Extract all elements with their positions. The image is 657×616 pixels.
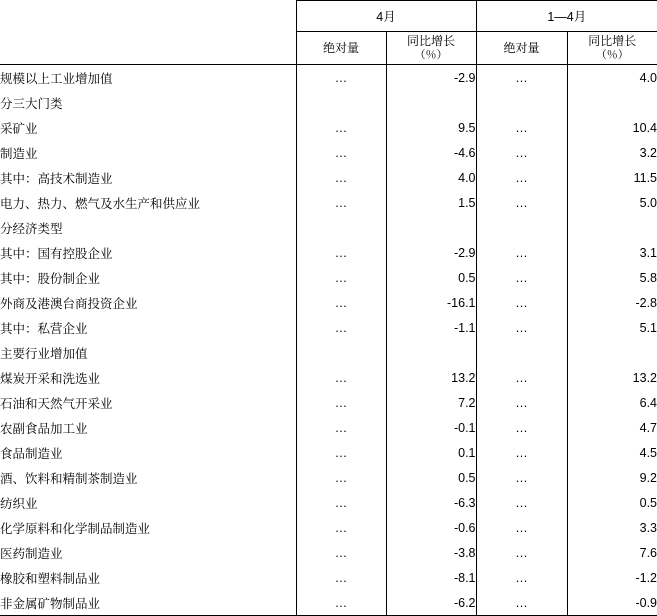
row-label: 橡胶和塑料制品业 bbox=[0, 565, 296, 590]
header-corner-cell bbox=[0, 1, 296, 65]
cell-month-absolute: … bbox=[296, 115, 386, 140]
table-row bbox=[0, 340, 657, 365]
cell-month-yoy: -4.6 bbox=[386, 140, 476, 165]
cell-month-yoy bbox=[386, 215, 476, 240]
table-row bbox=[0, 515, 657, 540]
cell-cumulative-absolute: … bbox=[476, 290, 567, 315]
table-row bbox=[0, 315, 657, 340]
header-sub-cumulative-yoy bbox=[567, 32, 657, 65]
cell-month-absolute: … bbox=[296, 190, 386, 215]
cell-month-yoy: 0.1 bbox=[386, 440, 476, 465]
table-row bbox=[0, 90, 657, 115]
table-row bbox=[0, 465, 657, 490]
cell-cumulative-yoy: 5.8 bbox=[567, 265, 657, 290]
row-label: 食品制造业 bbox=[0, 440, 296, 465]
cell-cumulative-yoy bbox=[567, 90, 657, 115]
cell-month-absolute bbox=[296, 340, 386, 365]
table-row bbox=[0, 240, 657, 265]
row-label: 外商及港澳台商投资企业 bbox=[0, 290, 296, 315]
cell-cumulative-yoy: 4.7 bbox=[567, 415, 657, 440]
cell-month-yoy: -2.9 bbox=[386, 65, 476, 90]
cell-month-yoy: -1.1 bbox=[386, 315, 476, 340]
cell-cumulative-absolute: … bbox=[476, 240, 567, 265]
table-row bbox=[0, 540, 657, 565]
row-label: 主要行业增加值 bbox=[0, 340, 296, 365]
cell-month-absolute: … bbox=[296, 140, 386, 165]
table-row bbox=[0, 165, 657, 190]
cell-cumulative-absolute bbox=[476, 340, 567, 365]
cell-month-yoy: 9.5 bbox=[386, 115, 476, 140]
cell-month-yoy: 1.5 bbox=[386, 190, 476, 215]
row-label: 煤炭开采和洗选业 bbox=[0, 365, 296, 390]
cell-cumulative-absolute: … bbox=[476, 265, 567, 290]
header-sub-month-yoy bbox=[386, 32, 476, 65]
cell-cumulative-absolute: … bbox=[476, 440, 567, 465]
cell-month-yoy: -6.2 bbox=[386, 590, 476, 616]
cell-month-yoy: -0.1 bbox=[386, 415, 476, 440]
cell-cumulative-absolute: … bbox=[476, 165, 567, 190]
cell-cumulative-yoy: 6.4 bbox=[567, 390, 657, 415]
cell-cumulative-absolute bbox=[476, 215, 567, 240]
cell-cumulative-absolute: … bbox=[476, 540, 567, 565]
cell-month-yoy: 0.5 bbox=[386, 265, 476, 290]
row-label: 电力、热力、燃气及水生产和供应业 bbox=[0, 190, 296, 215]
cell-cumulative-yoy: 0.5 bbox=[567, 490, 657, 515]
cell-cumulative-yoy bbox=[567, 215, 657, 240]
header-sub-label: 绝对量 bbox=[477, 41, 567, 56]
table-row bbox=[0, 365, 657, 390]
cell-month-yoy: -8.1 bbox=[386, 565, 476, 590]
header-period-row bbox=[0, 1, 657, 32]
cell-month-absolute: … bbox=[296, 465, 386, 490]
cell-month-absolute: … bbox=[296, 365, 386, 390]
row-label: 制造业 bbox=[0, 140, 296, 165]
cell-cumulative-yoy: 5.0 bbox=[567, 190, 657, 215]
table-header bbox=[0, 1, 657, 66]
cell-month-yoy: 0.5 bbox=[386, 465, 476, 490]
cell-cumulative-absolute: … bbox=[476, 590, 567, 616]
cell-cumulative-yoy: -0.9 bbox=[567, 590, 657, 616]
cell-month-yoy: -16.1 bbox=[386, 290, 476, 315]
cell-month-absolute: … bbox=[296, 290, 386, 315]
cell-cumulative-absolute: … bbox=[476, 315, 567, 340]
cell-month-absolute bbox=[296, 215, 386, 240]
row-label: 酒、饮料和精制茶制造业 bbox=[0, 465, 296, 490]
cell-month-absolute: … bbox=[296, 540, 386, 565]
table-row bbox=[0, 490, 657, 515]
cell-month-yoy: -3.8 bbox=[386, 540, 476, 565]
cell-cumulative-absolute bbox=[476, 90, 567, 115]
cell-month-yoy: -2.9 bbox=[386, 240, 476, 265]
header-period-month: 4月 bbox=[296, 1, 476, 32]
cell-cumulative-yoy: 11.5 bbox=[567, 165, 657, 190]
cell-cumulative-yoy: 13.2 bbox=[567, 365, 657, 390]
cell-cumulative-absolute: … bbox=[476, 390, 567, 415]
table-row bbox=[0, 265, 657, 290]
cell-cumulative-absolute: … bbox=[476, 515, 567, 540]
cell-month-absolute: … bbox=[296, 490, 386, 515]
cell-month-absolute: … bbox=[296, 315, 386, 340]
cell-cumulative-yoy: 10.4 bbox=[567, 115, 657, 140]
cell-cumulative-absolute: … bbox=[476, 65, 567, 90]
cell-cumulative-yoy: 4.5 bbox=[567, 440, 657, 465]
cell-cumulative-yoy: 3.2 bbox=[567, 140, 657, 165]
table-row bbox=[0, 290, 657, 315]
row-label: 其中：私营企业 bbox=[0, 315, 296, 340]
header-sub-month-absolute bbox=[296, 32, 386, 65]
cell-month-yoy: -6.3 bbox=[386, 490, 476, 515]
table-row bbox=[0, 440, 657, 465]
cell-cumulative-absolute: … bbox=[476, 490, 567, 515]
row-label: 其中：国有控股企业 bbox=[0, 240, 296, 265]
table-row bbox=[0, 415, 657, 440]
header-sub-unit: （％） bbox=[568, 49, 657, 63]
row-label: 非金属矿物制品业 bbox=[0, 590, 296, 616]
row-label: 其中：股份制企业 bbox=[0, 265, 296, 290]
cell-month-absolute: … bbox=[296, 165, 386, 190]
cell-month-absolute: … bbox=[296, 240, 386, 265]
table-row bbox=[0, 140, 657, 165]
cell-month-absolute: … bbox=[296, 65, 386, 90]
cell-month-yoy: -0.6 bbox=[386, 515, 476, 540]
cell-month-yoy: 13.2 bbox=[386, 365, 476, 390]
cell-cumulative-absolute: … bbox=[476, 190, 567, 215]
table-row bbox=[0, 390, 657, 415]
cell-cumulative-yoy: 4.0 bbox=[567, 65, 657, 90]
table-row bbox=[0, 190, 657, 215]
cell-cumulative-yoy: 5.1 bbox=[567, 315, 657, 340]
cell-cumulative-yoy bbox=[567, 340, 657, 365]
cell-cumulative-yoy: -2.8 bbox=[567, 290, 657, 315]
header-sub-label: 同比增长 bbox=[568, 34, 657, 49]
cell-cumulative-yoy: -1.2 bbox=[567, 565, 657, 590]
cell-cumulative-yoy: 7.6 bbox=[567, 540, 657, 565]
row-label: 其中：高技术制造业 bbox=[0, 165, 296, 190]
header-sub-label: 绝对量 bbox=[297, 41, 386, 56]
cell-month-absolute: … bbox=[296, 415, 386, 440]
cell-cumulative-absolute: … bbox=[476, 140, 567, 165]
cell-cumulative-absolute: … bbox=[476, 415, 567, 440]
table-row bbox=[0, 65, 657, 90]
cell-month-absolute: … bbox=[296, 265, 386, 290]
table-row bbox=[0, 590, 657, 616]
header-sub-cumulative-absolute bbox=[476, 32, 567, 65]
table-body bbox=[0, 65, 657, 616]
cell-cumulative-yoy: 3.1 bbox=[567, 240, 657, 265]
row-label: 分三大门类 bbox=[0, 90, 296, 115]
cell-month-absolute: … bbox=[296, 390, 386, 415]
row-label: 化学原料和化学制品制造业 bbox=[0, 515, 296, 540]
cell-month-absolute: … bbox=[296, 590, 386, 616]
row-label: 农副食品加工业 bbox=[0, 415, 296, 440]
cell-month-absolute: … bbox=[296, 515, 386, 540]
row-label: 石油和天然气开采业 bbox=[0, 390, 296, 415]
row-label: 医药制造业 bbox=[0, 540, 296, 565]
cell-cumulative-yoy: 3.3 bbox=[567, 515, 657, 540]
header-period-cumulative: 1—4月 bbox=[476, 1, 657, 32]
cell-month-yoy: 4.0 bbox=[386, 165, 476, 190]
cell-month-yoy bbox=[386, 340, 476, 365]
row-label: 采矿业 bbox=[0, 115, 296, 140]
cell-month-yoy bbox=[386, 90, 476, 115]
row-label: 分经济类型 bbox=[0, 215, 296, 240]
cell-month-absolute: … bbox=[296, 565, 386, 590]
header-sub-label: 同比增长 bbox=[387, 34, 476, 49]
cell-cumulative-absolute: … bbox=[476, 465, 567, 490]
row-label: 规模以上工业增加值 bbox=[0, 65, 296, 90]
header-sub-unit: （％） bbox=[387, 49, 476, 63]
cell-cumulative-absolute: … bbox=[476, 115, 567, 140]
cell-month-absolute: … bbox=[296, 440, 386, 465]
cell-cumulative-absolute: … bbox=[476, 365, 567, 390]
table-row bbox=[0, 115, 657, 140]
row-label: 纺织业 bbox=[0, 490, 296, 515]
cell-cumulative-yoy: 9.2 bbox=[567, 465, 657, 490]
table-row bbox=[0, 565, 657, 590]
table-row bbox=[0, 215, 657, 240]
cell-month-absolute bbox=[296, 90, 386, 115]
cell-cumulative-absolute: … bbox=[476, 565, 567, 590]
cell-month-yoy: 7.2 bbox=[386, 390, 476, 415]
